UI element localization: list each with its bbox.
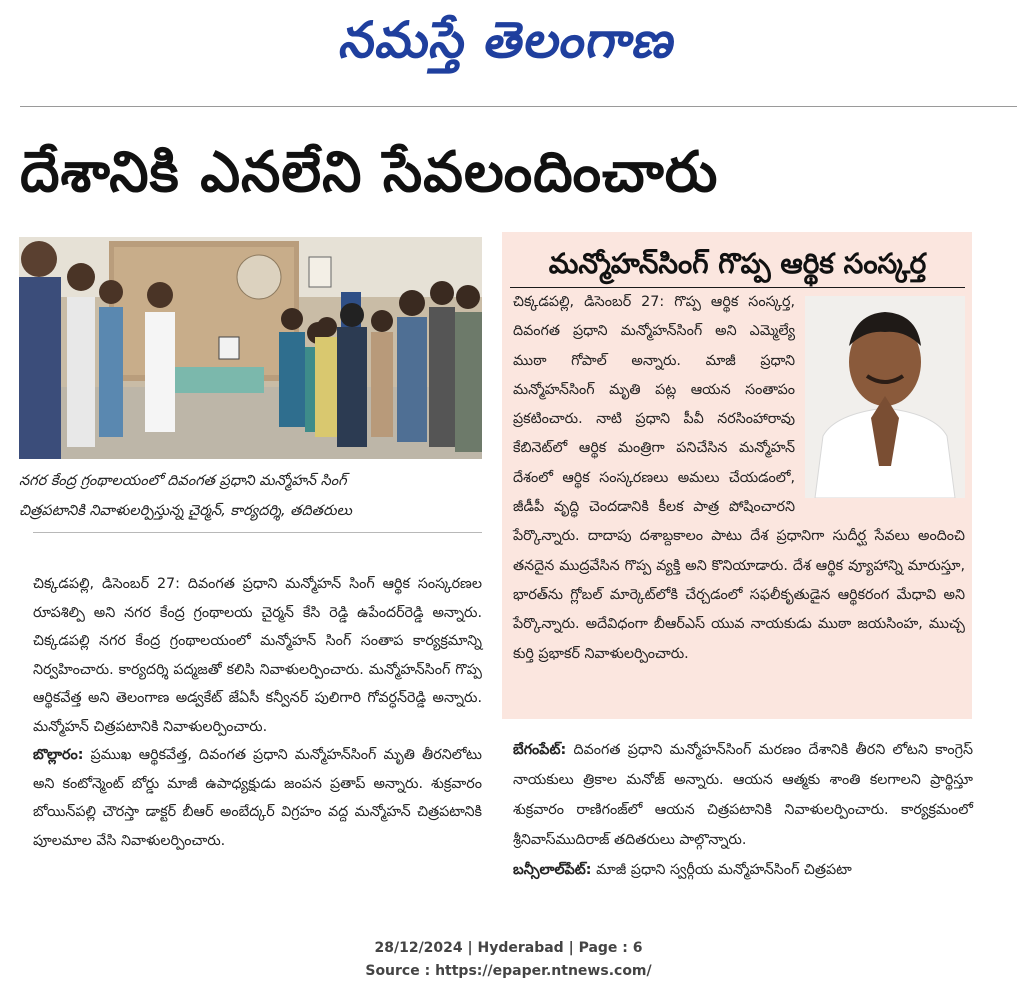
left-story-p2-kicker: బొల్లారం: [33,747,84,763]
right-story-p2-kicker: బన్సీలాల్‌పేట్: [513,862,592,878]
left-story-p1: చిక్కడపల్లి, డిసెంబర్ 27: దివంగత ప్రధాని మన్మోహన్ సింగ్ ఆర్థిక సంస్కరణల రూపశిల్పి అని నగర కేంద్ర గ్రంథాలయ చైర్మన్ కేసి రెడ్డి ఉపేందర్‌రెడ్డి అన్నారు. చిక్కడపల్లి నగర కేంద్ర గ్రంథాలయంలో మన్మోహన్ సింగ్ సంతాప కార్యక్రమాన్ని నిర్వహించారు. కార్యదర్శి పద్మజతో కలిసి నివాళులర్పించారు. మన్మోహన్‌సింగ్ గొప్ప ఆర్థికవేత్త అని తెలంగాణ అడ్వకేట్ జేఏసీ కన్వీనర్ పులిగారి గోవర్ధన్‌రెడ్డి అన్నారు. మన్మోహన్ చిత్రపటానికి నివాళులర్పించారు. [33,576,482,735]
photo-caption-line1: నగర కేంద్ర గ్రంథాలయంలో దివంగత ప్రధాని మన్మోహన్ సింగ్ [19,473,347,489]
footer-source: Source : https://epaper.ntnews.com/ [365,963,652,979]
box-story-title: మన్మోహన్‌సింగ్ గొప్ప ఆర్థిక సంస్కర్త [548,247,927,280]
photo-caption [19,466,482,526]
left-story-p2-text: ప్రముఖ ఆర్థికవేత్త, దివంగత ప్రధాని మన్మోహన్‌సింగ్ మృతి తీరనిలోటు అని కంటోన్మెంట్ బోర్డు మాజీ ఉపాధ్యక్షుడు జంపన ప్రతాప్ అన్నారు. శుక్రవారం బోయిన్‌పల్లి చౌరస్తా డాక్టర్ బీఆర్ అంబేద్కర్ విగ్రహం వద్ద మన్మోహన్ చిత్రపటానికి పూలమాల వేసి నివాళులర్పించారు. [33,747,482,849]
caption-rule [33,532,482,533]
masthead-title: నమస్తే తెలంగాణ [335,11,682,69]
headline: దేశానికి ఎనలేని సేవలందించారు [20,140,719,205]
right-story-p1 [513,735,973,855]
footer-dateline: 28/12/2024 | Hyderabad | Page : 6 [374,940,643,956]
event-photo [19,237,482,459]
box-story-text-block [513,288,965,669]
box-story-text: చిక్కడపల్లి, డిసెంబర్ 27: గొప్ప ఆర్థిక సంస్కర్త, దివంగత ప్రధాని మన్మోహన్‌సింగ్ అని ఎమ్మెల్యే ముఠా గోపాల్ అన్నారు. మాజీ ప్రధాని మన్మోహన్‌సింగ్ మృతి పట్ల ఆయన సంతాపం ప్రకటించారు. నాటి ప్రధాని పీవీ నరసింహారావు కేబినెట్‌లో ఆర్థిక మంత్రిగా పనిచేసిన మన్మోహన్ దేశంలో ఆర్థిక సంస్కరణలు అమలు చేయడంలో, జీడీపీ వృద్ధి చెందడానికి కీలక పాత్ర పోషించారని పేర్కొన్నారు. దాదాపు దశాబ్దకాలం పాటు దేశ ప్రధానిగా సుదీర్ఘ సేవలు అందించి తనదైన ముద్రవేసిన గొప్ప వ్యక్తి అని కొనియాడారు. దేశ ఆర్థిక వ్యూహాన్ని మారుస్తూ, భారత్‌ను గ్లోబల్ మార్కెట్‌లోకి చేర్చడంలో సఫలీకృతుడైన ఆర్థికరంగ మేధావి అని పేర్కొన్నారు. అదేవిధంగా బీఆర్‌ఎస్ యువ నాయకుడు ముఠా జయసింహ, ముచ్చ కుర్తి ప్రభాకర్ నివాళులర్పించారు. [513,294,965,662]
masthead [0,0,1017,80]
right-story-p2 [513,855,973,885]
masthead-rule [20,106,1017,107]
portrait-image [805,296,965,498]
left-story [33,570,482,855]
left-story-p2 [33,741,482,855]
photo-caption-line2: చిత్రపటానికి నివాళులర్పిస్తున్న చైర్మన్, కార్యదర్శి, తదితరులు [19,503,352,519]
right-story-p1-kicker: బేగంపేట్: [513,742,567,758]
right-story [513,735,973,885]
right-story-p2-text: మాజీ ప్రధాని స్వర్గీయ మన్మోహన్‌సింగ్ చిత్రపటా [591,862,852,878]
right-story-p1-text: దివంగత ప్రధాని మన్మోహన్‌సింగ్ మరణం దేశానికి తీరని లోటని కాంగ్రెస్ నాయకులు త్రికాల మనోజ్ అన్నారు. ఆయన ఆత్మకు శాంతి కలగాలని ప్రార్థిస్తూ శుక్రవారం రాణిగంజ్‌లో ఆయన చిత్రపటానికి నివాళులర్పించారు. కార్యక్రమంలో శ్రీనివాస్‌ముదిరాజ్ తదితరులు పాల్గొన్నారు. [513,742,973,848]
